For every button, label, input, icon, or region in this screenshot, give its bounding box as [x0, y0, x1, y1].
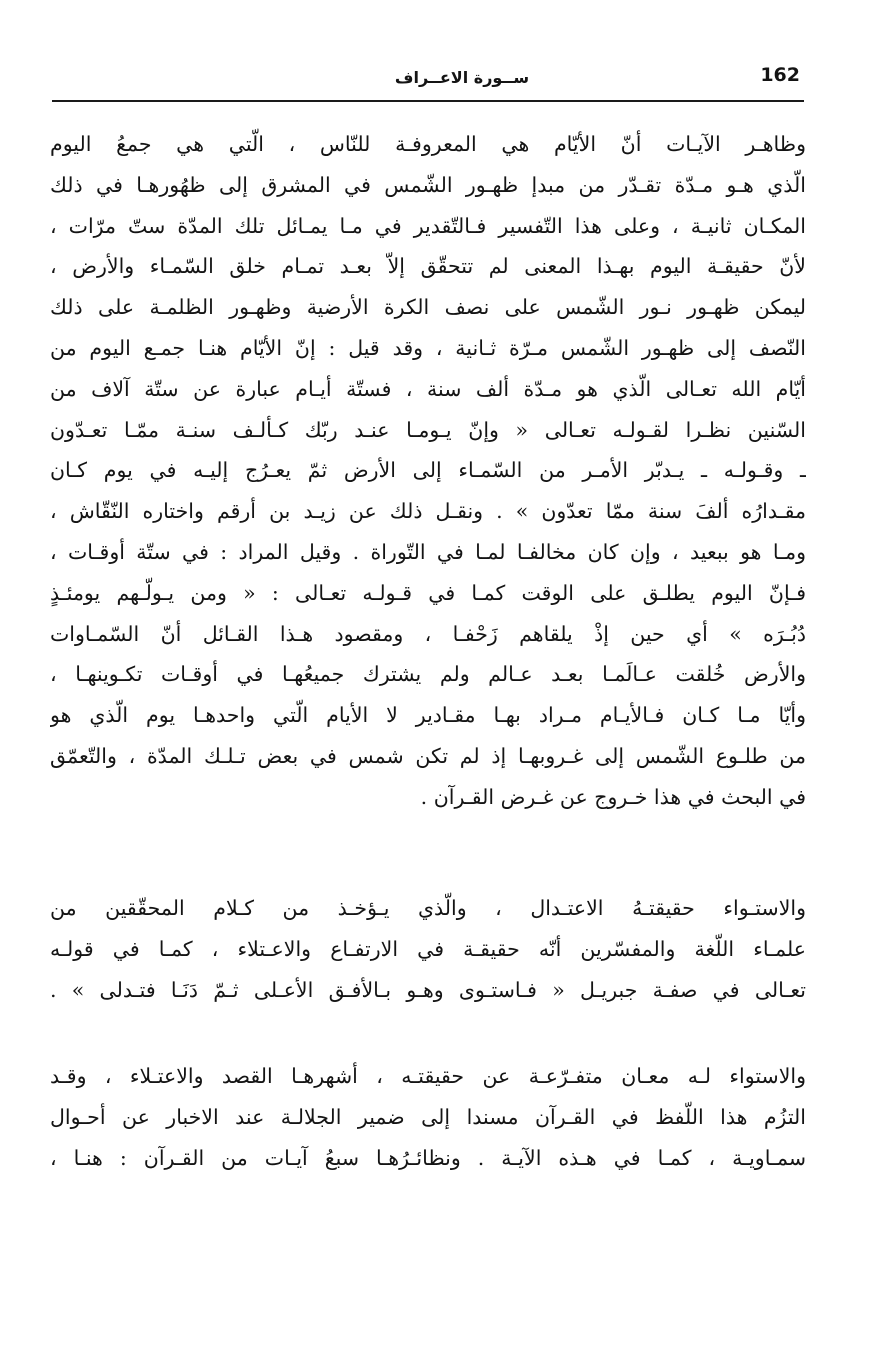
text-line: علمـاء اللّغة والمفسّرين أنّه حقيقـة في الارتفـاع والاعـتلاء ، كمـا في قولـه: [50, 936, 806, 961]
page-header: [52, 60, 804, 102]
text-line: التزُم هذا اللّفظ في القـرآن مسندا إلى ضمير الجلالـة عند الاخبار عن أحـوال: [50, 1104, 806, 1129]
text-line: المكـان ثانيـة ، وعلى هذا التّفسير فـالتّقدير في مـا يمـائل تلك المدّة ستّ مرّات ،: [50, 213, 806, 238]
text-line: تعـالى في صفـة جبريـل « فـاستـوى وهـو بـالأفـق الأعـلى ثـمّ دَنَـا فتـدلى » .: [50, 977, 806, 1002]
text-line: السّنين نظـرا لقـولـه تعـالى « وإنّ يـومـا عنـد ربّك كـألـف سنـة ممّـا تعـدّون: [50, 417, 806, 442]
text-line: والاستواء لـه معـان متفـرّعـة عن حقيقتـه ، أشهرهـا القصد والاعتـلاء ، وقـد: [50, 1064, 806, 1088]
paragraph-3: [50, 1056, 806, 1178]
text-line: من طلـوع الشّمس إلى غـروبهـا إذ لم تكن شمس في بعض تـلـك المدّة ، والتّعمّق: [50, 743, 806, 768]
text-line: فـإنّ اليوم يطلـق على الوقت كمـا في قـولـه تعـالى : « ومن يـولّـهم يومئـذٍ: [50, 580, 806, 605]
text-line: وظاهـر الآيـات أنّ الأيّام هي المعروفـة للنّاس ، الّتي هي جمعُ اليوم: [50, 132, 806, 156]
text-line: وأيّا مـا كـان فـالأيـام مـراد بهـا مقـادير لا الأيام الّتي واحدهـا يوم الّذي هو: [50, 703, 806, 728]
text-line: والأرض خُلقت عـالَمـا بعـد عـالم ولم يشترك جميعُهـا في أوقـات تكـوينهـا ،: [50, 662, 806, 687]
text-line: ليمكن ظهـور نـور الشّمس على نصف الكرة الأرضية وظهـور الظلمـة على ذلك: [50, 295, 806, 320]
text-line: الّذي هـو مـدّة تقـدّر من مبدإ ظهـور الشّمس في المشرق إلى ظهُورهـا في ذلك: [50, 172, 806, 197]
text-line: والاستـواء حقيقتـهُ الاعتـدال ، والّذي يـؤخـذ من كـلام المحقّقين من: [50, 896, 806, 920]
paragraph-2: [50, 888, 806, 1010]
text-line: لأنّ حقيقـة اليوم بهـذا المعنى لم تتحقّق إلاّ بعـد تمـام خلق السّمـاء والأرض ،: [50, 254, 806, 279]
text-line: ومـا هو ببعيد ، وإن كان مخالفـا لمـا في التّوراة . وقيل المراد : في ستّة أوقـات ،: [50, 539, 806, 564]
text-line: النّصف إلى ظهـور الشّمس مـرّة ثـانية ، وقد قيل : إنّ الأيّام هنـا جمـع اليوم من: [50, 335, 806, 360]
text-line: دُبُـرَه » أي حين إذْ يلقاهم زَحْفـا ، ومقصود هـذا القـائل أنّ السّمـاوات: [50, 621, 806, 646]
text-line: ـ وقـولـه ـ يـدبّر الأمـر من السّمـاء إلى الأرض ثمّ يعـرُج إليـه في يوم كـان: [50, 458, 806, 483]
running-title: ســورة الاعــراف: [394, 68, 530, 87]
text-line: سمـاويـة ، كمـا في هـذه الآيـة . ونظائـرُهـا سبعُ آيـات من القـرآن : هنـا ،: [50, 1145, 806, 1170]
text-line: أيّام الله تعـالى الّذي هو مـدّة ألف سنة ، فستّة أيـام عبارة عن ستّة آلاف من: [50, 376, 806, 401]
paragraph-1: [50, 124, 806, 818]
text-line: مقـدارُه ألفَ سنة ممّا تعدّون » . ونقـل ذلك عن زيـد بن أرقم واختاره النّقّاش ،: [50, 499, 806, 524]
text-line: في البحث في هذا خـروج عن غـرض القـرآن .: [420, 784, 806, 809]
page-number: 162: [760, 64, 800, 86]
